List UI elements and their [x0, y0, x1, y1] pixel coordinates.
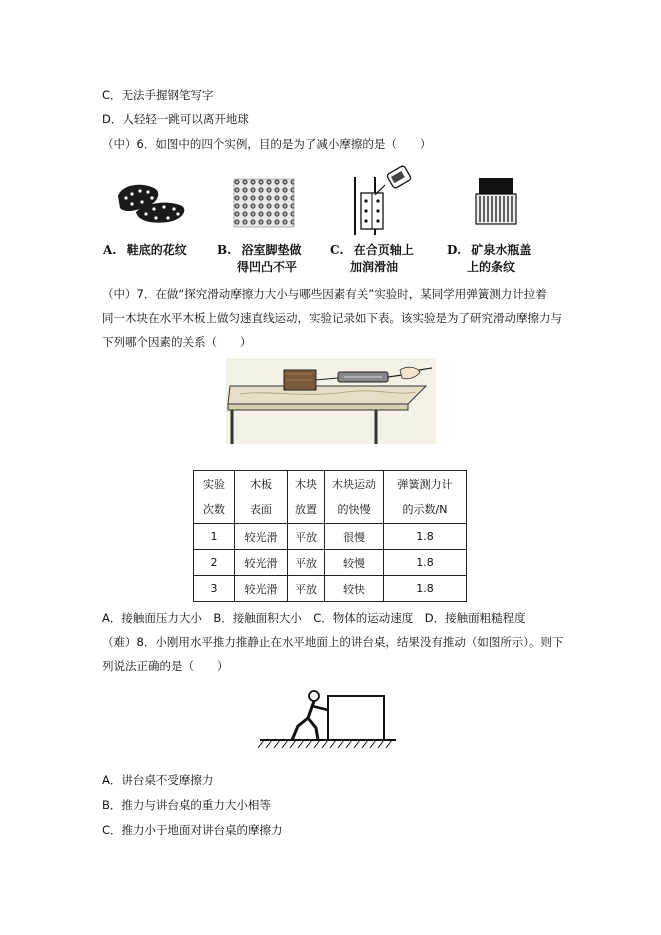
table-row: 2 较光滑 平放 较慢 1.8: [194, 550, 467, 576]
q8-option-a: A．讲台桌不受摩擦力: [102, 773, 214, 787]
q7-data-table: [193, 470, 467, 602]
q6-option-a: A. 鞋底的花纹: [103, 243, 187, 257]
table-header-cell: 木块 放置: [288, 471, 325, 524]
q8-stem-line-1: （难）8．小刚用水平推力推静止在水平地面上的讲台桌，结果没有推动（如图所示）。则下: [102, 635, 564, 649]
q7-options: A．接触面压力大小 B．接触面积大小 C．物体的运动速度 D．接触面粗糙程度: [102, 611, 526, 625]
table-header-cell: 弹簧测力计 的示数/N: [384, 471, 467, 524]
q6-stem: （中）6．如图中的四个实例，目的是为了减小摩擦的是（ ）: [102, 137, 432, 151]
q8-option-b: B．推力与讲台桌的重力大小相等: [102, 798, 271, 812]
q5-option-c: C．无法手握钢笔写字: [102, 88, 214, 102]
table-header-cell: 木板 表面: [235, 471, 288, 524]
q5-option-d: D．人轻轻一跳可以离开地球: [102, 112, 249, 126]
table-row: 3 较光滑 平放 较快 1.8: [194, 576, 467, 602]
q7-stem-line-1: （中）7．在做“探究滑动摩擦力大小与哪些因素有关”实验时，某同学用弹簧测力计拉着: [102, 287, 547, 301]
q7-stem-line-2: 同一木块在水平木板上做匀速直线运动，实验记录如下表。该实验是为了研究滑动摩擦力与: [102, 311, 562, 325]
table-header-cell: 木块运动 的快慢: [325, 471, 384, 524]
table-header-row: [194, 471, 467, 524]
spring-scale-experiment-figure: [226, 358, 436, 444]
q7-stem-line-3: 下列哪个因素的关系（ ）: [102, 335, 252, 349]
bath-mat-figure: [233, 178, 295, 228]
table-row: 1 较光滑 平放 很慢 1.8: [194, 524, 467, 550]
hinge-oil-figure: [345, 165, 415, 237]
table-header-cell: 实验 次数: [194, 471, 235, 524]
push-desk-figure: [258, 688, 398, 760]
q6-option-d: D. 矿泉水瓶盖 上的条纹: [447, 243, 532, 274]
bottle-cap-figure: [473, 176, 519, 228]
q8-option-c: C．推力小于地面对讲台桌的摩擦力: [102, 823, 283, 837]
q6-option-b: B. 浴室脚垫做 得凹凸不平: [217, 243, 302, 274]
shoe-sole-figure: [112, 178, 187, 226]
q6-option-c: C. 在合页轴上 加润滑油: [330, 243, 414, 274]
q8-stem-line-2: 列说法正确的是（ ）: [102, 659, 229, 673]
